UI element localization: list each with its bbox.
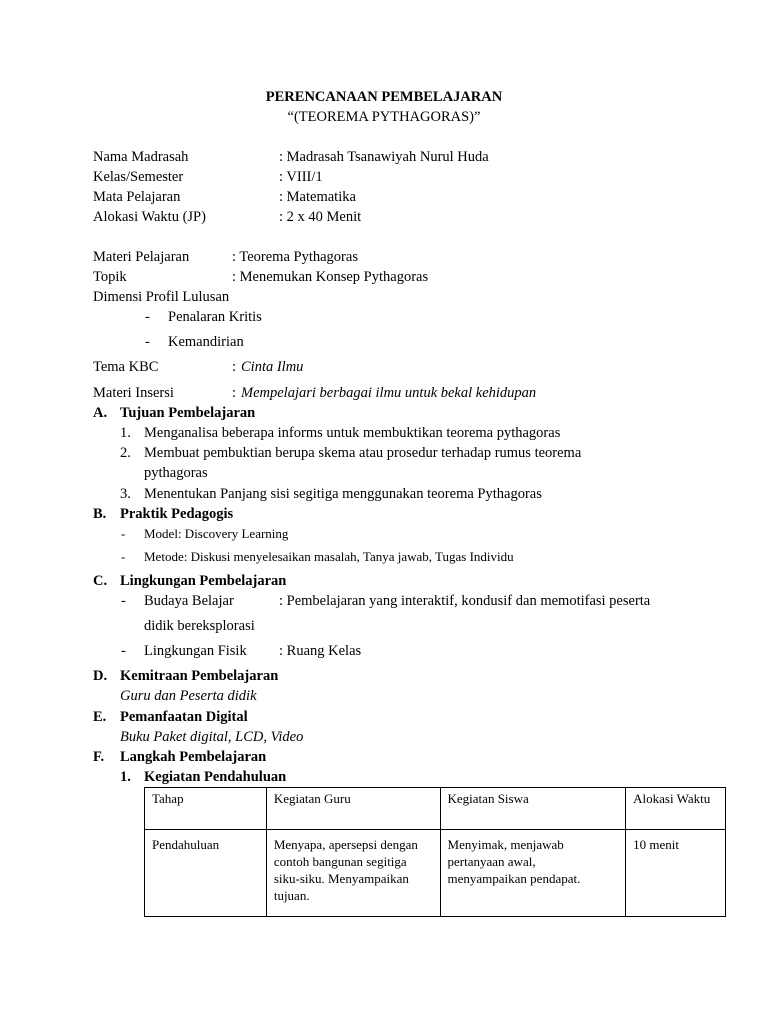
dimensi-dash-1: - [145, 309, 150, 325]
pedagogis-dash-2: - [121, 549, 126, 564]
section-a-letter: A. [93, 405, 108, 421]
cell-kegiatan-siswa: Menyimak, menjawab pertanyaan awal, menyampaikan pendapat. [440, 830, 626, 917]
kegiatan-pendahuluan-table [144, 787, 726, 917]
lingkungan-fisik-value: : Ruang Kelas [279, 643, 362, 659]
table-row [145, 830, 726, 917]
section-f-title: Langkah Pembelajaran [120, 749, 267, 765]
alokasi-waktu-label: Alokasi Waktu (JP) [93, 209, 206, 225]
section-a-title: Tujuan Pembelajaran [120, 405, 256, 421]
table-header-row [145, 788, 726, 830]
budaya-belajar-cont: didik bereksplorasi [144, 618, 255, 634]
header-kegiatan-siswa: Kegiatan Siswa [440, 788, 626, 830]
lingkungan-fisik-label: Lingkungan Fisik [144, 643, 247, 659]
header-tahap: Tahap [145, 788, 267, 830]
subsection-title: Kegiatan Pendahuluan [144, 769, 287, 785]
kelas-semester-value: : VIII/1 [279, 169, 323, 185]
lingkungan-dash-2: - [121, 643, 126, 659]
pedagogis-metode: Metode: Diskusi menyelesaikan masalah, Tanya jawab, Tugas Individu [144, 549, 514, 564]
section-f-letter: F. [93, 749, 105, 765]
pedagogis-dash-1: - [121, 526, 126, 541]
mata-pelajaran-value: : Matematika [279, 189, 356, 205]
nama-madrasah-label: Nama Madrasah [93, 149, 189, 165]
section-c-letter: C. [93, 573, 108, 589]
alokasi-waktu-value: : 2 x 40 Menit [279, 209, 362, 225]
cell-alokasi-waktu: 10 menit [626, 830, 726, 917]
kemitraan-text: Guru dan Peserta didik [120, 688, 257, 704]
header-alokasi-waktu: Alokasi Waktu [626, 788, 726, 830]
tema-value: Cinta Ilmu [241, 359, 304, 375]
section-e-title: Pemanfaatan Digital [120, 709, 248, 725]
tema-label: Tema KBC [93, 359, 159, 375]
insersi-label: Materi Insersi [93, 385, 174, 401]
dimensi-item-2: Kemandirian [168, 334, 244, 350]
dimensi-dash-2: - [145, 334, 150, 350]
lingkungan-dash-1: - [121, 593, 126, 609]
doc-title: PERENCANAAN PEMBELAJARAN [265, 89, 503, 105]
materi-label: Materi Pelajaran [93, 249, 190, 265]
section-b-letter: B. [93, 506, 107, 522]
subsection-num: 1. [120, 769, 131, 785]
insersi-colon: : [232, 385, 237, 401]
tujuan-item-2-cont: pythagoras [144, 465, 208, 481]
section-e-letter: E. [93, 709, 107, 725]
nama-madrasah-value: : Madrasah Tsanawiyah Nurul Huda [279, 149, 489, 165]
tujuan-item-2: Membuat pembuktian berupa skema atau prosedur terhadap rumus teorema [144, 445, 582, 461]
section-b-title: Praktik Pedagogis [120, 506, 234, 522]
pedagogis-model: Model: Discovery Learning [144, 526, 289, 541]
tujuan-num-2: 2. [120, 445, 131, 461]
section-d-letter: D. [93, 668, 108, 684]
tujuan-item-1: Menganalisa beberapa informs untuk membuktikan teorema pythagoras [144, 425, 561, 441]
kelas-semester-label: Kelas/Semester [93, 169, 184, 185]
tujuan-num-1: 1. [120, 425, 131, 441]
tujuan-num-3: 3. [120, 486, 131, 502]
header-kegiatan-guru: Kegiatan Guru [266, 788, 440, 830]
section-d-title: Kemitraan Pembelajaran [120, 668, 279, 684]
topik-value: : Menemukan Konsep Pythagoras [232, 269, 429, 285]
insersi-value: Mempelajari berbagai ilmu untuk bekal kehidupan [241, 385, 537, 401]
dimensi-label: Dimensi Profil Lulusan [93, 289, 230, 305]
doc-subtitle: “(TEOREMA PYTHAGORAS)” [287, 109, 481, 125]
dimensi-item-1: Penalaran Kritis [168, 309, 262, 325]
cell-tahap: Pendahuluan [145, 830, 267, 917]
cell-kegiatan-guru: Menyapa, apersepsi dengan contoh bangunan segitiga siku-siku. Menyampaikan tujuan. [266, 830, 440, 917]
materi-value: : Teorema Pythagoras [232, 249, 358, 265]
section-c-title: Lingkungan Pembelajaran [120, 573, 287, 589]
tujuan-item-3: Menentukan Panjang sisi segitiga menggunakan teorema Pythagoras [144, 486, 542, 502]
mata-pelajaran-label: Mata Pelajaran [93, 189, 181, 205]
budaya-belajar-label: Budaya Belajar [144, 593, 234, 609]
pemanfaatan-text: Buku Paket digital, LCD, Video [120, 729, 304, 745]
budaya-belajar-value: : Pembelajaran yang interaktif, kondusif dan memotifasi peserta [279, 593, 651, 609]
tema-colon: : [232, 359, 237, 375]
topik-label: Topik [93, 269, 127, 285]
